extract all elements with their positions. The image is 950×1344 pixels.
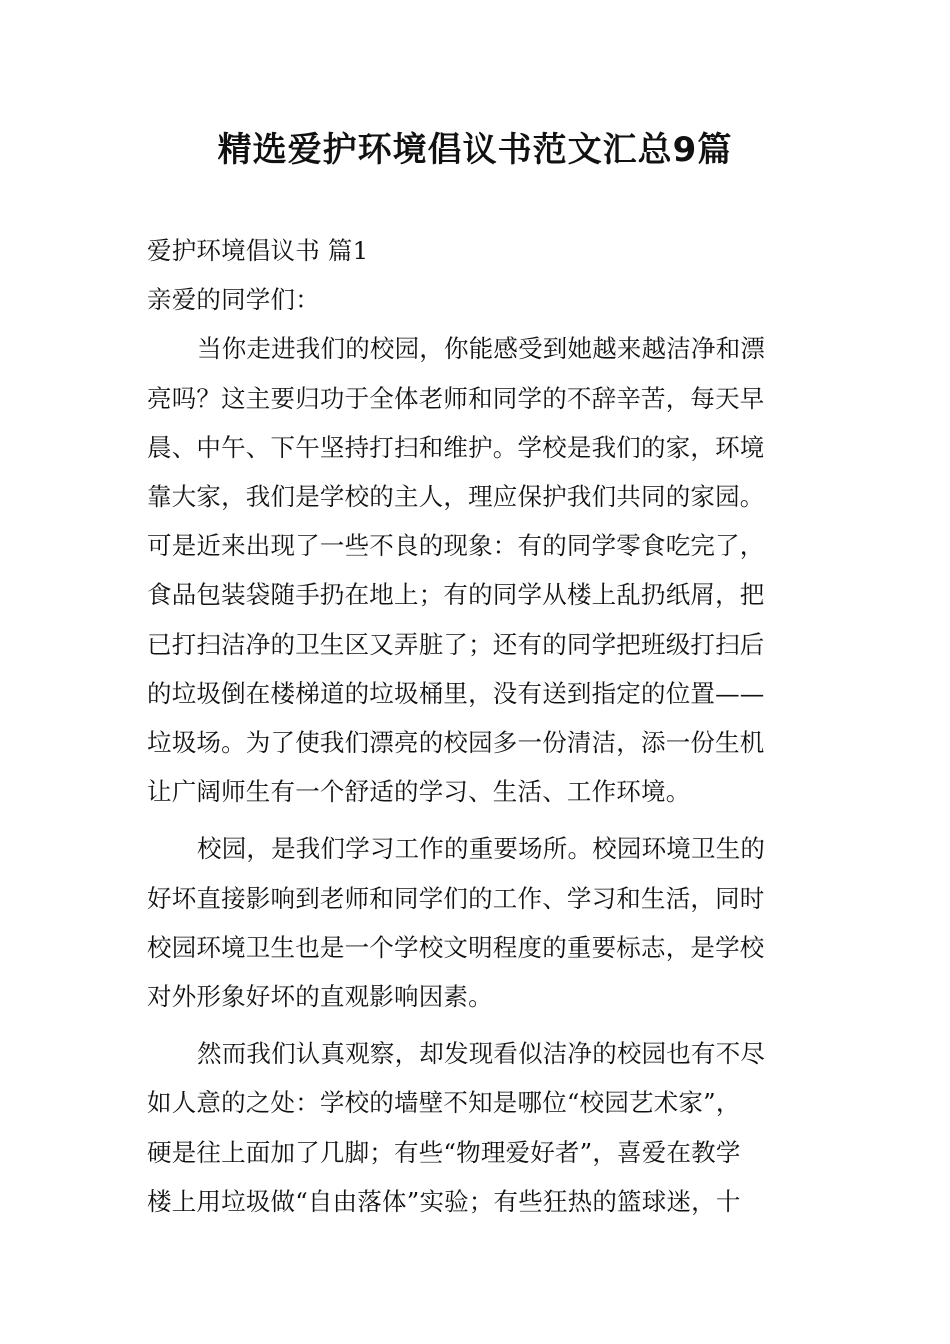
paragraph-line: 垃圾场。为了使我们漂亮的校园多一份清洁，添一份生机	[147, 728, 765, 758]
paragraph-1	[147, 324, 807, 816]
section-heading: 爱护环境倡议书 篇1	[147, 236, 369, 265]
paragraph-line: 硬是往上面加了几脚；有些“物理爱好者”，喜爱在教学	[147, 1137, 741, 1167]
paragraph-2	[147, 824, 807, 1021]
paragraph-line: 当你走进我们的校园，你能感受到她越来越洁净和漂	[197, 334, 766, 364]
paragraph-line: 楼上用垃圾做“自由落体”实验；有些狂热的篮球迷，十	[147, 1186, 741, 1216]
paragraph-line: 校园环境卫生也是一个学校文明程度的重要标志，是学校	[147, 932, 765, 962]
paragraph-3	[147, 1029, 807, 1226]
document-body	[147, 226, 807, 1226]
paragraph-line: 好坏直接影响到老师和同学们的工作、学习和生活，同时	[147, 883, 765, 913]
paragraph-line: 亮吗？这主要归功于全体老师和同学的不辞辛苦，每天早	[147, 383, 765, 413]
paragraph-line: 如人意的之处：学校的墙壁不知是哪位“校园艺术家”，	[147, 1088, 741, 1118]
paragraph-line: 对外形象好坏的直观影响因素。	[147, 982, 493, 1012]
paragraph-line: 食品包装袋随手扔在地上；有的同学从楼上乱扔纸屑，把	[147, 580, 765, 610]
paragraph-line: 的垃圾倒在楼梯道的垃圾桶里，没有送到指定的位置——	[147, 678, 765, 708]
document-title: 精选爱护环境倡议书范文汇总9篇	[217, 130, 733, 170]
paragraph-line: 晨、中午、下午坚持打扫和维护。学校是我们的家，环境	[147, 432, 765, 462]
paragraph-line: 校园，是我们学习工作的重要场所。校园环境卫生的	[197, 834, 766, 864]
paragraph-line: 靠大家，我们是学校的主人，理应保护我们共同的家园。	[147, 482, 765, 512]
paragraph-line: 让广阔师生有一个舒适的学习、生活、工作环境。	[147, 777, 691, 807]
paragraph-line: 然而我们认真观察，却发现看似洁净的校园也有不尽	[197, 1039, 766, 1069]
paragraph-line: 可是近来出现了一些不良的现象：有的同学零食吃完了，	[147, 531, 765, 561]
salutation: 亲爱的同学们：	[147, 285, 320, 315]
paragraph-line: 已打扫洁净的卫生区又弄脏了；还有的同学把班级打扫后	[147, 629, 765, 659]
